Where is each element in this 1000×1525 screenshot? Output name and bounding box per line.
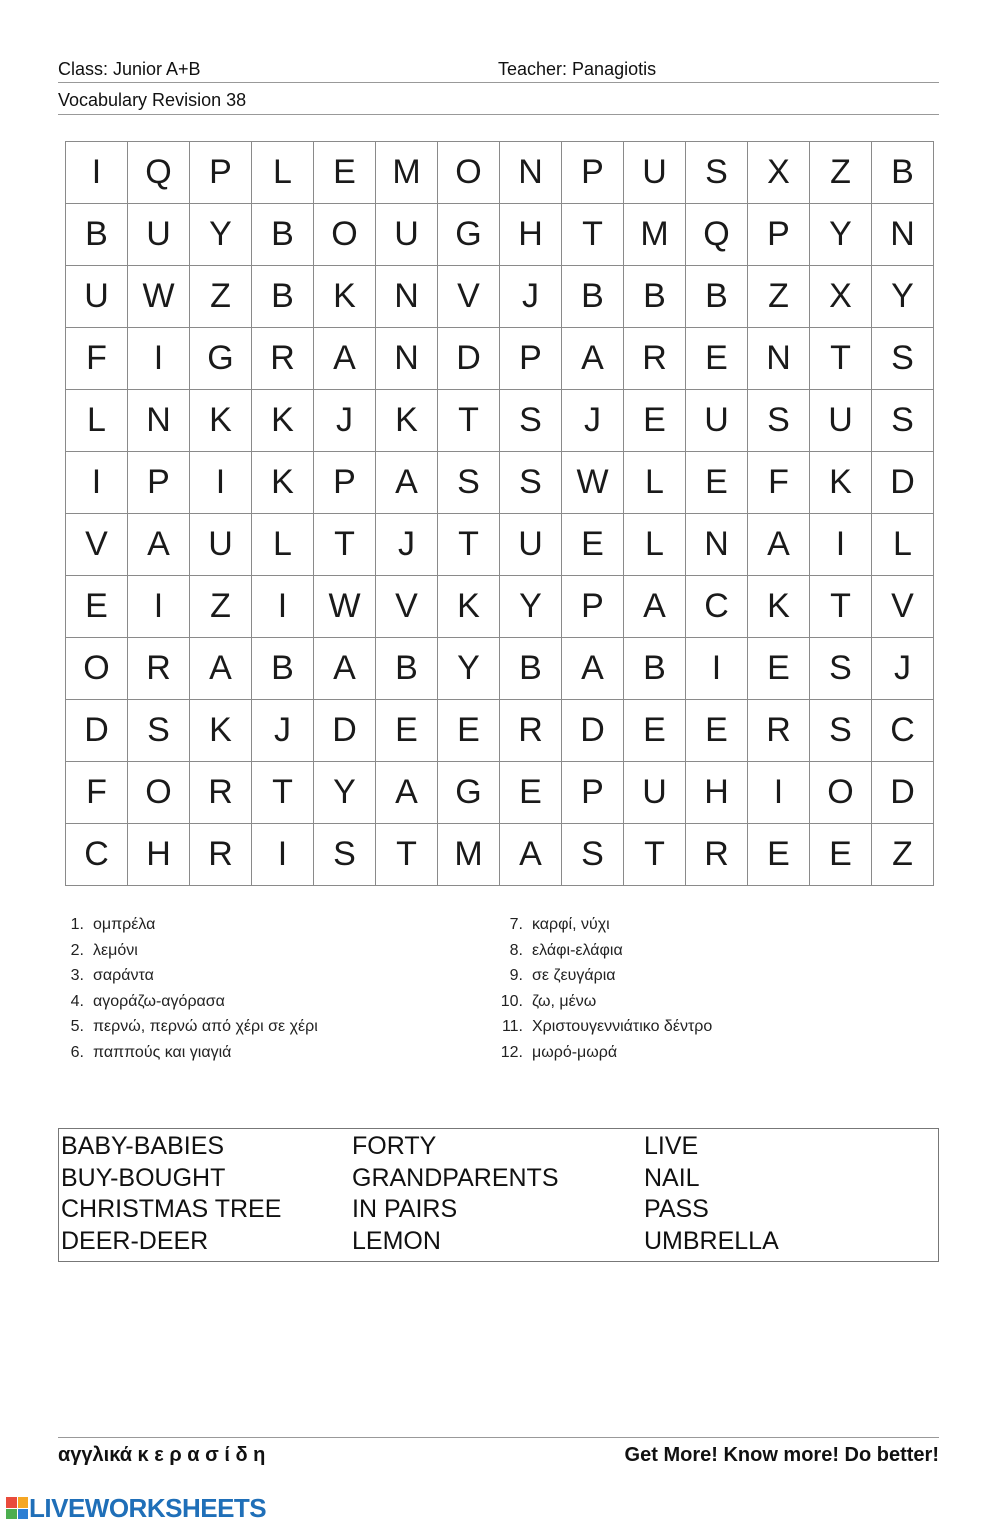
grid-cell[interactable]: D (66, 700, 128, 762)
grid-cell[interactable]: V (376, 576, 438, 638)
grid-cell[interactable]: F (66, 762, 128, 824)
word-bank-word: GRANDPARENTS (352, 1163, 559, 1192)
grid-cell[interactable]: B (252, 266, 314, 328)
grid-cell[interactable]: R (748, 700, 810, 762)
grid-cell[interactable]: O (128, 762, 190, 824)
grid-cell[interactable]: E (500, 762, 562, 824)
clue-item (58, 989, 318, 1015)
grid-cell[interactable]: K (314, 266, 376, 328)
clue-text: ομπρέλα (93, 916, 156, 933)
grid-cell[interactable]: T (438, 514, 500, 576)
grid-cell[interactable]: F (748, 452, 810, 514)
footer (58, 1437, 939, 1472)
grid-cell[interactable]: V (872, 576, 934, 638)
clue-number: 11. (501, 1018, 523, 1036)
grid-cell[interactable]: Y (500, 576, 562, 638)
grid-cell[interactable]: L (624, 514, 686, 576)
grid-cell[interactable]: E (686, 452, 748, 514)
clue-list-left (58, 912, 318, 1066)
word-search-grid (65, 141, 934, 886)
grid-cell[interactable]: B (500, 638, 562, 700)
grid-cell[interactable]: D (314, 700, 376, 762)
clue-text: ελάφι-ελάφια (532, 941, 623, 959)
grid-cell[interactable]: U (376, 204, 438, 266)
word-bank-column (352, 1131, 559, 1257)
grid-cell[interactable]: K (252, 390, 314, 452)
grid-cell[interactable]: O (314, 204, 376, 266)
grid-cell[interactable]: D (872, 762, 934, 824)
grid-cell[interactable]: E (376, 700, 438, 762)
grid-cell[interactable]: X (810, 266, 872, 328)
grid-cell[interactable]: T (252, 762, 314, 824)
word-bank-word: PASS (644, 1195, 709, 1223)
grid-cell[interactable]: S (872, 390, 934, 452)
logo-square (6, 1509, 17, 1520)
grid-cell[interactable]: E (624, 700, 686, 762)
grid-cell[interactable]: B (686, 266, 748, 328)
grid-cell[interactable]: S (128, 700, 190, 762)
grid-cell[interactable]: I (66, 452, 128, 514)
grid-cell[interactable]: R (500, 700, 562, 762)
grid-cell[interactable]: P (562, 142, 624, 204)
grid-cell[interactable]: W (562, 452, 624, 514)
grid-cell[interactable]: P (562, 762, 624, 824)
grid-cell[interactable]: S (686, 142, 748, 204)
clue-item (497, 1040, 712, 1066)
grid-cell[interactable]: S (500, 390, 562, 452)
grid-cell[interactable]: C (872, 700, 934, 762)
grid-cell[interactable]: E (686, 328, 748, 390)
grid-cell[interactable]: R (190, 824, 252, 886)
grid-cell[interactable]: G (190, 328, 252, 390)
grid-cell[interactable]: N (748, 328, 810, 390)
grid-cell[interactable]: Z (190, 266, 252, 328)
grid-cell[interactable]: S (810, 638, 872, 700)
grid-cell[interactable]: J (376, 514, 438, 576)
word-bank-word: LIVE (644, 1132, 699, 1160)
grid-cell[interactable]: S (748, 390, 810, 452)
grid-cell[interactable]: A (376, 762, 438, 824)
grid-cell[interactable]: Z (190, 576, 252, 638)
grid-cell[interactable]: U (190, 514, 252, 576)
brand-text: LIVEWORKSHEETS (29, 1492, 267, 1523)
grid-cell[interactable]: F (66, 328, 128, 390)
grid-cell[interactable]: I (66, 142, 128, 204)
grid-cell[interactable]: L (252, 514, 314, 576)
grid-cell[interactable]: Y (314, 762, 376, 824)
grid-cell[interactable]: I (810, 514, 872, 576)
grid-cell[interactable]: H (500, 204, 562, 266)
grid-cell[interactable]: J (252, 700, 314, 762)
grid-cell[interactable]: K (748, 576, 810, 638)
grid-cell[interactable]: E (748, 824, 810, 886)
clue-item (58, 938, 318, 964)
grid-cell[interactable]: T (810, 328, 872, 390)
clue-item (497, 912, 712, 938)
clue-number: 12. (500, 1043, 523, 1061)
grid-row (66, 452, 934, 514)
word-bank-column (644, 1131, 779, 1257)
grid-cell[interactable]: N (500, 142, 562, 204)
grid-cell[interactable]: X (748, 142, 810, 204)
word-bank-word: CHRISTMAS TREE (61, 1195, 282, 1223)
grid-cell[interactable]: A (314, 328, 376, 390)
liveworksheets-logo-icon (6, 1497, 28, 1519)
grid-cell[interactable]: D (872, 452, 934, 514)
grid-cell[interactable]: S (500, 452, 562, 514)
grid-cell[interactable]: E (624, 390, 686, 452)
clue-number: 5. (70, 1018, 84, 1036)
grid-cell[interactable]: P (314, 452, 376, 514)
word-bank-word: IN PAIRS (352, 1195, 458, 1223)
grid-cell[interactable]: I (128, 576, 190, 638)
grid-cell[interactable]: U (624, 142, 686, 204)
clue-number: 6. (70, 1043, 84, 1061)
grid-row (66, 266, 934, 328)
clue-number: 2. (70, 941, 84, 959)
clue-text: περνώ, περνώ από χέρι σε χέρι (93, 1018, 318, 1036)
grid-cell[interactable]: M (624, 204, 686, 266)
grid-cell[interactable]: J (314, 390, 376, 452)
grid-row (66, 824, 934, 886)
clue-number: 1. (70, 916, 84, 933)
grid-cell[interactable]: W (128, 266, 190, 328)
grid-cell[interactable]: B (624, 638, 686, 700)
grid-cell[interactable]: P (190, 142, 252, 204)
grid-cell[interactable]: E (686, 700, 748, 762)
grid-cell[interactable]: I (252, 576, 314, 638)
grid-cell[interactable]: Q (686, 204, 748, 266)
clue-text: Χριστουγεννιάτικο δέντρο (532, 1018, 713, 1036)
grid-row (66, 762, 934, 824)
word-bank-column (61, 1131, 281, 1257)
grid-cell[interactable]: T (562, 204, 624, 266)
grid-cell[interactable]: E (66, 576, 128, 638)
grid-cell[interactable]: K (810, 452, 872, 514)
grid-cell[interactable]: Z (872, 824, 934, 886)
clue-number: 4. (70, 992, 84, 1010)
grid-cell[interactable]: K (438, 576, 500, 638)
teacher-label: Teacher: Panagiotis (498, 59, 657, 79)
clue-text: σαράντα (93, 967, 154, 985)
grid-cell[interactable]: T (810, 576, 872, 638)
logo-square (6, 1497, 17, 1508)
grid-cell[interactable]: E (810, 824, 872, 886)
grid-cell[interactable]: N (872, 204, 934, 266)
grid-cell[interactable]: S (872, 328, 934, 390)
grid-cell[interactable]: I (128, 328, 190, 390)
word-bank-word: NAIL (644, 1163, 700, 1192)
grid-cell[interactable]: R (252, 328, 314, 390)
header-subtitle-row (58, 89, 939, 115)
clue-item (58, 963, 318, 989)
grid-row (66, 390, 934, 452)
grid-cell[interactable]: R (190, 762, 252, 824)
grid-cell[interactable]: Y (190, 204, 252, 266)
word-bank-word: BUY-BOUGHT (61, 1163, 226, 1192)
clue-text: σε ζευγάρια (532, 967, 616, 985)
grid-cell[interactable]: V (66, 514, 128, 576)
grid-cell[interactable]: P (748, 204, 810, 266)
grid-cell[interactable]: D (562, 700, 624, 762)
clue-list-right (497, 912, 712, 1066)
grid-cell[interactable]: L (872, 514, 934, 576)
grid-row (66, 328, 934, 390)
clue-number: 3. (70, 967, 84, 985)
grid-cell[interactable]: R (128, 638, 190, 700)
clue-item (497, 989, 712, 1015)
grid-cell[interactable]: E (314, 142, 376, 204)
grid-row (66, 700, 934, 762)
grid-cell[interactable]: A (376, 452, 438, 514)
grid-cell[interactable]: A (562, 328, 624, 390)
word-bank (58, 1128, 939, 1262)
clue-text: λεμόνι (93, 941, 138, 959)
grid-row (66, 638, 934, 700)
grid-cell[interactable]: Q (128, 142, 190, 204)
clue-text: παππούς και γιαγιά (93, 1043, 232, 1061)
grid-cell[interactable]: D (438, 328, 500, 390)
clue-item (58, 1040, 318, 1066)
class-label: Class: Junior A+B (58, 59, 201, 79)
grid-cell[interactable]: T (314, 514, 376, 576)
grid-cell[interactable]: I (190, 452, 252, 514)
clue-number: 8. (509, 941, 523, 959)
grid-cell[interactable]: R (624, 328, 686, 390)
clue-text: καρφί, νύχι (532, 916, 610, 933)
grid-cell[interactable]: S (562, 824, 624, 886)
grid-cell[interactable]: Z (810, 142, 872, 204)
grid-cell[interactable]: K (252, 452, 314, 514)
grid-cell[interactable]: E (562, 514, 624, 576)
grid-cell[interactable]: U (686, 390, 748, 452)
grid-cell[interactable]: K (376, 390, 438, 452)
grid-cell[interactable]: B (624, 266, 686, 328)
grid-cell[interactable]: P (128, 452, 190, 514)
grid-row (66, 204, 934, 266)
grid-cell[interactable]: O (66, 638, 128, 700)
grid-cell[interactable]: B (252, 204, 314, 266)
clue-item (497, 1014, 712, 1040)
grid-cell[interactable]: W (314, 576, 376, 638)
grid-cell[interactable]: T (438, 390, 500, 452)
grid-cell[interactable]: M (438, 824, 500, 886)
grid-cell[interactable]: S (810, 700, 872, 762)
grid-cell[interactable]: A (562, 638, 624, 700)
grid-cell[interactable]: I (748, 762, 810, 824)
clue-text: αγοράζω-αγόρασα (93, 992, 225, 1010)
grid-cell[interactable]: T (624, 824, 686, 886)
word-bank-word: DEER-DEER (61, 1226, 209, 1255)
grid-cell[interactable]: J (500, 266, 562, 328)
grid-cell[interactable]: A (748, 514, 810, 576)
grid-cell[interactable]: A (500, 824, 562, 886)
grid-cell[interactable]: U (128, 204, 190, 266)
grid-cell[interactable]: P (562, 576, 624, 638)
word-bank-word: LEMON (352, 1226, 441, 1255)
grid-cell[interactable]: U (810, 390, 872, 452)
grid-row (66, 514, 934, 576)
grid-cell[interactable]: G (438, 762, 500, 824)
grid-cell[interactable]: B (872, 142, 934, 204)
grid-cell[interactable]: N (128, 390, 190, 452)
grid-cell[interactable]: V (438, 266, 500, 328)
grid-cell[interactable]: B (66, 204, 128, 266)
grid-cell[interactable]: C (686, 576, 748, 638)
grid-cell[interactable]: C (66, 824, 128, 886)
grid-cell[interactable]: Y (438, 638, 500, 700)
grid-cell[interactable]: J (562, 390, 624, 452)
grid-cell[interactable]: O (438, 142, 500, 204)
grid-cell[interactable]: B (376, 638, 438, 700)
word-bank-word: BABY-BABIES (61, 1132, 225, 1160)
grid-cell[interactable]: A (128, 514, 190, 576)
grid-cell[interactable]: S (314, 824, 376, 886)
logo-square (18, 1497, 29, 1508)
header-class-teacher-row (58, 58, 939, 83)
grid-cell[interactable]: Y (872, 266, 934, 328)
grid-cell[interactable]: Z (748, 266, 810, 328)
clue-item (58, 912, 318, 938)
footer-slogan: Get More! Know more! Do better! (624, 1444, 939, 1466)
clue-number: 10. (500, 992, 523, 1010)
grid-cell[interactable]: S (438, 452, 500, 514)
grid-cell[interactable]: N (686, 514, 748, 576)
grid-cell[interactable]: U (66, 266, 128, 328)
grid-cell[interactable]: L (66, 390, 128, 452)
grid-cell[interactable]: L (624, 452, 686, 514)
grid-cell[interactable]: J (872, 638, 934, 700)
grid-cell[interactable]: I (686, 638, 748, 700)
grid-cell[interactable]: O (810, 762, 872, 824)
grid-cell[interactable]: M (376, 142, 438, 204)
grid-cell[interactable]: G (438, 204, 500, 266)
grid-cell[interactable]: R (686, 824, 748, 886)
footer-author: αγγλικά κ ε ρ α σ ί δ η (58, 1444, 266, 1466)
grid-row (66, 142, 934, 204)
grid-cell[interactable]: H (686, 762, 748, 824)
grid-cell[interactable]: A (624, 576, 686, 638)
worksheet-title: Vocabulary Revision 38 (58, 90, 247, 110)
grid-row (66, 576, 934, 638)
grid-cell[interactable]: T (376, 824, 438, 886)
word-bank-word: UMBRELLA (644, 1226, 779, 1255)
grid-cell[interactable]: I (252, 824, 314, 886)
grid-cell[interactable]: K (190, 390, 252, 452)
grid-cell[interactable]: N (376, 266, 438, 328)
clue-number: 9. (509, 967, 523, 985)
clue-item (497, 963, 712, 989)
word-bank-word: FORTY (352, 1132, 437, 1160)
grid-cell[interactable]: U (624, 762, 686, 824)
grid-cell[interactable]: U (500, 514, 562, 576)
grid-cell[interactable]: B (252, 638, 314, 700)
clue-item (58, 1014, 318, 1040)
grid-cell[interactable]: K (190, 700, 252, 762)
logo-square (18, 1509, 29, 1520)
grid-cell[interactable]: P (500, 328, 562, 390)
clue-item (497, 938, 712, 964)
grid-cell[interactable]: Y (810, 204, 872, 266)
grid-cell[interactable]: N (376, 328, 438, 390)
grid-cell[interactable]: E (748, 638, 810, 700)
clue-number: 7. (509, 916, 523, 933)
grid-cell[interactable]: L (252, 142, 314, 204)
grid-cell[interactable]: A (314, 638, 376, 700)
clue-text: ζω, μένω (532, 992, 597, 1010)
clue-text: μωρό-μωρά (532, 1043, 618, 1061)
liveworksheets-brand[interactable] (6, 1494, 266, 1522)
grid-cell[interactable]: H (128, 824, 190, 886)
grid-cell[interactable]: A (190, 638, 252, 700)
grid-cell[interactable]: E (438, 700, 500, 762)
grid-cell[interactable]: B (562, 266, 624, 328)
